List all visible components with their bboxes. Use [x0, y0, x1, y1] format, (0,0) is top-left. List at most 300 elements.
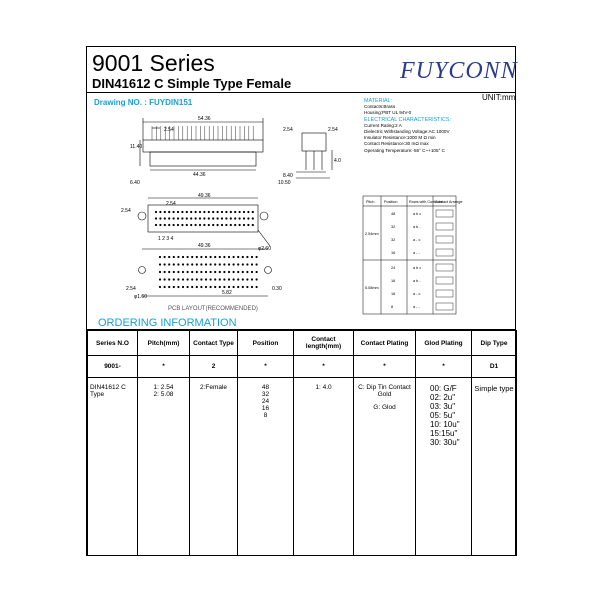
gold-option: 03: 3u" [430, 402, 456, 411]
bottom-pin [199, 217, 201, 219]
dip-type-cell: Simple type [472, 378, 517, 557]
dim-6-40: 6.40 [130, 180, 140, 186]
pitch-cell [138, 378, 190, 557]
col-header: Contact Plating [354, 331, 416, 356]
dim-phi-2-60: φ2.60 [258, 246, 271, 252]
bottom-pin [252, 211, 254, 213]
bottom-pin [186, 217, 188, 219]
pcb-pin [196, 278, 198, 280]
dim-2-54: 2.54 [164, 127, 174, 133]
pcb-pin [177, 278, 179, 280]
bottom-pin [164, 211, 166, 213]
pcb-pin [205, 286, 207, 288]
dim-4-0: 4.0 [334, 158, 341, 164]
pcb-pin [191, 263, 193, 265]
mount-hole-left [138, 212, 146, 220]
gold-option: 15:15u" [430, 429, 458, 438]
bottom-pin [173, 211, 175, 213]
pcb-pin [237, 278, 239, 280]
pcb-pin [177, 286, 179, 288]
pcb-pin [256, 263, 258, 265]
pcb-hole-right [265, 267, 272, 274]
bottom-pin [252, 224, 254, 226]
contact-type-cell: 2:Female [190, 378, 238, 557]
pcb-pin [251, 286, 253, 288]
pin-table-contacts: a b - [413, 279, 421, 283]
bottom-pin [190, 217, 192, 219]
electrical-line: Operating Temperature:-55° C~+105° C [364, 147, 445, 153]
series-line: DIN41612 C [90, 384, 126, 391]
bottom-pin [208, 224, 210, 226]
dim-0-30: 0.30 [272, 286, 282, 292]
pcb-pin [219, 256, 221, 258]
pcb-pin [228, 278, 230, 280]
pin-table-pitch: 2.54mm [365, 232, 379, 236]
pitch-option: 1: 2.54 [153, 384, 174, 391]
bottom-pin [181, 224, 183, 226]
ordering-code-row [88, 356, 517, 378]
pcb-pin [191, 256, 193, 258]
pcb-pin [242, 263, 244, 265]
pcb-pin [233, 271, 235, 273]
electrical-line: Insulator Resistance:1000 M Ω min [364, 135, 436, 141]
electrical-line: Current Rating:2 A [364, 122, 402, 128]
bottom-pin [155, 217, 157, 219]
pcb-pin [246, 263, 248, 265]
bottom-pin [177, 217, 179, 219]
pcb-layout-label: PCB LAYOUT(RECOMMENDED) [168, 306, 258, 312]
pcb-pin [210, 286, 212, 288]
pcb-pin [191, 278, 193, 280]
pcb-pin [233, 278, 235, 280]
gold-option: 10: 10u" [430, 420, 460, 429]
pin-table-header: Contact Arrange [435, 200, 463, 204]
pcb-pin [168, 263, 170, 265]
pcb-pin [228, 256, 230, 258]
bottom-pin [164, 224, 166, 226]
pcb-pin [214, 271, 216, 273]
pin-table-pitch: 5.08mm [365, 286, 379, 290]
pin-table-header: Pitch [366, 200, 375, 204]
dim-8-40: 8.40 [283, 173, 293, 179]
pcb-pin [196, 286, 198, 288]
bottom-pin [203, 211, 205, 213]
side-view-body [302, 133, 326, 151]
pin-table-contacts: a - c [413, 292, 421, 296]
position-option: 24 [261, 398, 270, 405]
bottom-pin [168, 224, 170, 226]
pin-table-contacts: a b - [413, 225, 421, 229]
contact-plating-cell [354, 378, 416, 557]
pcb-pin [256, 278, 258, 280]
pcb-pin [223, 271, 225, 273]
bottom-pin [199, 224, 201, 226]
pin-table-position: 8 [391, 305, 394, 309]
front-view-body [143, 140, 263, 152]
code-cell: * [354, 356, 416, 378]
bottom-pin [181, 217, 183, 219]
bottom-pin [208, 211, 210, 213]
bottom-pin [225, 224, 227, 226]
bottom-pin [190, 211, 192, 213]
dim-side-2-54: 2.54 [283, 127, 293, 133]
pin-table-arrange [436, 210, 453, 217]
dim-bottom-2-54b: 2.54 [121, 208, 131, 214]
pin-table-position: 24 [391, 266, 396, 270]
pcb-pin [256, 271, 258, 273]
col-header: Contact Type [190, 331, 238, 356]
pcb-pin [173, 263, 175, 265]
pcb-pin [251, 263, 253, 265]
pcb-pin [210, 263, 212, 265]
pin-table-contacts: a - - [413, 305, 420, 309]
dim-44-36: 44.36 [193, 172, 206, 178]
bottom-pin [212, 217, 214, 219]
pcb-pin [214, 256, 216, 258]
pin-table-header: Position [384, 200, 398, 204]
ordering-header-row [88, 331, 517, 356]
bottom-pin [234, 211, 236, 213]
pin-table-position: 48 [391, 212, 396, 216]
material-heading: MATERIAL: [364, 98, 393, 104]
pcb-pin [214, 263, 216, 265]
pcb-pin [168, 256, 170, 258]
pcb-pin [159, 256, 161, 258]
gold-option: 02: 2u" [430, 393, 456, 402]
col-header: Pitch(mm) [138, 331, 190, 356]
series-cell [88, 378, 138, 557]
pin-table-arrange [436, 303, 453, 310]
dim-5-82: 5.82 [222, 290, 232, 296]
pcb-hole-left [139, 267, 146, 274]
pcb-pin [242, 256, 244, 258]
pcb-pin [196, 256, 198, 258]
pcb-pin [219, 263, 221, 265]
pcb-pin [256, 286, 258, 288]
bottom-pin [217, 217, 219, 219]
pin-table-arrange [436, 290, 453, 297]
bottom-pin [225, 211, 227, 213]
pin-table-position: 32 [391, 225, 396, 229]
pcb-pin [182, 286, 184, 288]
bottom-pin [239, 211, 241, 213]
ordering-body-row [88, 378, 517, 557]
dim-54-36: 54.36 [198, 116, 211, 122]
dim-10-50: 10.50 [278, 180, 291, 186]
bottom-pin [243, 224, 245, 226]
position-cell [238, 378, 294, 557]
pcb-pin [182, 278, 184, 280]
gold-option: 30: 30u" [430, 438, 460, 447]
bottom-pin [212, 211, 214, 213]
pcb-pin [210, 278, 212, 280]
pcb-pin [168, 278, 170, 280]
unit-label: UNIT:mm [482, 93, 516, 102]
col-header: Contact length(mm) [294, 331, 354, 356]
pin-table-position: 16 [391, 279, 396, 283]
pcb-pin [191, 286, 193, 288]
pcb-pin [168, 271, 170, 273]
bottom-pin [155, 211, 157, 213]
pcb-pin [251, 278, 253, 280]
bottom-pin [243, 211, 245, 213]
pcb-pin [187, 271, 189, 273]
pcb-pin [228, 271, 230, 273]
pcb-pin [251, 271, 253, 273]
contact-plating-line: Gold [377, 391, 392, 398]
pin-table-contacts: a - c [413, 238, 421, 242]
pin-table-header: Rows with Contacts [409, 200, 443, 204]
pcb-pin [223, 278, 225, 280]
contact-plating-line: G: Glod [373, 404, 396, 411]
pcb-pin [205, 263, 207, 265]
pcb-pin [187, 263, 189, 265]
dim-bottom-2-54: 2.54 [166, 201, 176, 207]
bottom-pin [221, 217, 223, 219]
pcb-pin [164, 271, 166, 273]
dim-pcb-2-54: 2.54 [126, 286, 136, 292]
code-cell: * [416, 356, 472, 378]
material-line: Contacts:Brass [364, 104, 396, 110]
pcb-pin [200, 271, 202, 273]
bottom-pin [239, 217, 241, 219]
bottom-pin [247, 217, 249, 219]
pcb-pin [205, 256, 207, 258]
electrical-heading: ELECTRICAL CHARACTERISTICS: [364, 116, 451, 123]
bottom-pin [168, 217, 170, 219]
pin-labels: 1 2 3 4 [158, 236, 174, 242]
pcb-pin [200, 256, 202, 258]
pcb-pin [191, 271, 193, 273]
bottom-pin [203, 217, 205, 219]
pcb-pin [182, 263, 184, 265]
pcb-pin [177, 256, 179, 258]
bottom-pin [168, 211, 170, 213]
pin-table-arrange [436, 249, 453, 256]
pcb-pin [233, 286, 235, 288]
pcb-pin [246, 278, 248, 280]
pcb-pin [251, 256, 253, 258]
pcb-pin [164, 286, 166, 288]
bottom-pin [159, 211, 161, 213]
bottom-pin [177, 211, 179, 213]
series-line: Type [90, 391, 105, 398]
pcb-pin [187, 286, 189, 288]
gold-option: 05: 5u" [430, 411, 456, 420]
pcb-pin [228, 286, 230, 288]
pcb-pin [168, 286, 170, 288]
pcb-pin [219, 278, 221, 280]
bottom-pin [186, 211, 188, 213]
bottom-pin [217, 211, 219, 213]
bottom-pin [195, 224, 197, 226]
pcb-pin [187, 256, 189, 258]
code-cell: * [238, 356, 294, 378]
bottom-pin [186, 224, 188, 226]
bottom-pin [247, 211, 249, 213]
pin-table-contacts: a b c [413, 266, 422, 270]
pcb-pin [237, 271, 239, 273]
pcb-pin [159, 278, 161, 280]
pitch-option: 2: 5.08 [153, 391, 174, 398]
bottom-pin [181, 211, 183, 213]
bottom-pin [225, 217, 227, 219]
pin-table-contacts: a - - [413, 251, 420, 255]
pin-table-contacts: a b c [413, 212, 422, 216]
bottom-pin [159, 217, 161, 219]
pcb-pin [173, 278, 175, 280]
mount-hole-right [260, 212, 268, 220]
code-cell: 2 [190, 356, 238, 378]
dim-pcb-49-36: 49.36 [198, 243, 211, 249]
pcb-pin [200, 278, 202, 280]
pcb-pin [200, 286, 202, 288]
pin-table-position: 16 [391, 251, 396, 255]
col-header: Series N.O [88, 331, 138, 356]
pcb-pin [237, 286, 239, 288]
pcb-pin [219, 271, 221, 273]
bottom-pin [212, 224, 214, 226]
code-cell: * [294, 356, 354, 378]
pcb-pin [246, 256, 248, 258]
bottom-pin [247, 224, 249, 226]
pcb-pin [159, 286, 161, 288]
drawing-number: Drawing NO. : FUYDIN151 [94, 98, 193, 107]
pcb-pin [196, 263, 198, 265]
pcb-pin [210, 256, 212, 258]
bottom-pin [234, 217, 236, 219]
pcb-pin [187, 278, 189, 280]
code-cell: 9001- [88, 356, 138, 378]
pcb-pin [237, 263, 239, 265]
bottom-pin [155, 224, 157, 226]
electrical-line: Contact Resistance:30 mΩ max [364, 141, 429, 147]
bottom-pin [195, 217, 197, 219]
pcb-pin [164, 278, 166, 280]
dim-phi-1-60: φ1.60 [134, 294, 147, 300]
bottom-pin [208, 217, 210, 219]
pin-table-arrange [436, 223, 453, 230]
pcb-pin [164, 256, 166, 258]
product-subtitle: DIN41612 C Simple Type Female [92, 76, 292, 91]
bottom-pin [159, 224, 161, 226]
pcb-pin [200, 263, 202, 265]
pcb-pin [223, 256, 225, 258]
pcb-pin [246, 286, 248, 288]
bottom-pin [234, 224, 236, 226]
pcb-pin [177, 271, 179, 273]
position-option: 48 [261, 384, 270, 391]
col-header: Glod Plating [416, 331, 472, 356]
bottom-pin [243, 217, 245, 219]
pcb-pin [210, 271, 212, 273]
pin-table-position: 16 [391, 292, 396, 296]
bottom-pin [252, 217, 254, 219]
bottom-pin [221, 211, 223, 213]
pcb-pin [214, 278, 216, 280]
dim-11-40: 11.40 [130, 144, 143, 150]
pcb-pin [242, 278, 244, 280]
pcb-pin [173, 271, 175, 273]
bottom-pin [199, 211, 201, 213]
bottom-pin [221, 224, 223, 226]
pin-table-arrange [436, 236, 453, 243]
pcb-pin [237, 256, 239, 258]
pcb-pin [159, 271, 161, 273]
position-option: 16 [261, 405, 270, 412]
dim-side-2-54b: 2.54 [328, 127, 338, 133]
pcb-pin [223, 286, 225, 288]
pcb-pin [173, 256, 175, 258]
gold-plating-cell [416, 378, 472, 557]
pcb-pin [196, 271, 198, 273]
col-header: Dip Type [472, 331, 517, 356]
bottom-pin [195, 211, 197, 213]
gold-option: 00: G/F [430, 384, 457, 393]
bottom-pin [230, 217, 232, 219]
pcb-pin [256, 256, 258, 258]
pcb-pin [233, 256, 235, 258]
pcb-pin [164, 263, 166, 265]
position-option: 32 [261, 391, 270, 398]
position-option: 8 [263, 412, 268, 419]
brand-logo: FUYCONN [400, 58, 518, 84]
contact-length-cell: 1: 4.0 [294, 378, 354, 557]
pcb-pin [223, 263, 225, 265]
bottom-pin [164, 217, 166, 219]
pcb-pin [205, 278, 207, 280]
pcb-pin [182, 256, 184, 258]
bottom-pin [173, 224, 175, 226]
pin-table-position: 32 [391, 238, 396, 242]
pcb-pin [214, 286, 216, 288]
material-line: Housing:PBT UL 94V-0 [364, 110, 412, 116]
pcb-pin [177, 263, 179, 265]
code-cell: * [138, 356, 190, 378]
electrical-line: Dielectric Withstanding Voltage:AC 1000V [364, 129, 450, 135]
bottom-pin [203, 224, 205, 226]
bottom-pin [173, 217, 175, 219]
pcb-pin [219, 286, 221, 288]
pcb-pin [182, 271, 184, 273]
pcb-pin [228, 263, 230, 265]
pcb-pin [233, 263, 235, 265]
pcb-pin [205, 271, 207, 273]
bottom-pin [230, 211, 232, 213]
bottom-pin [190, 224, 192, 226]
series-title: 9001 Series [92, 50, 215, 76]
pcb-pin [173, 286, 175, 288]
dim-49-36: 49.36 [198, 193, 211, 199]
bottom-pin [217, 224, 219, 226]
code-cell: D1 [472, 356, 517, 378]
pin-table-arrange [436, 277, 453, 284]
ordering-table [87, 330, 517, 556]
pcb-pin [159, 263, 161, 265]
bottom-pin [230, 224, 232, 226]
contact-plating-line: C: Dip Tin Contact [358, 384, 411, 391]
bottom-pin [239, 224, 241, 226]
bottom-pin [177, 224, 179, 226]
pcb-pin [242, 286, 244, 288]
pcb-pin [242, 271, 244, 273]
pin-table-arrange [436, 264, 453, 271]
pin-table [363, 196, 456, 314]
pcb-pin [246, 271, 248, 273]
front-view-pins [150, 152, 256, 166]
ordering-heading: ORDERING INFORMATION [98, 317, 237, 329]
col-header: Position [238, 331, 294, 356]
